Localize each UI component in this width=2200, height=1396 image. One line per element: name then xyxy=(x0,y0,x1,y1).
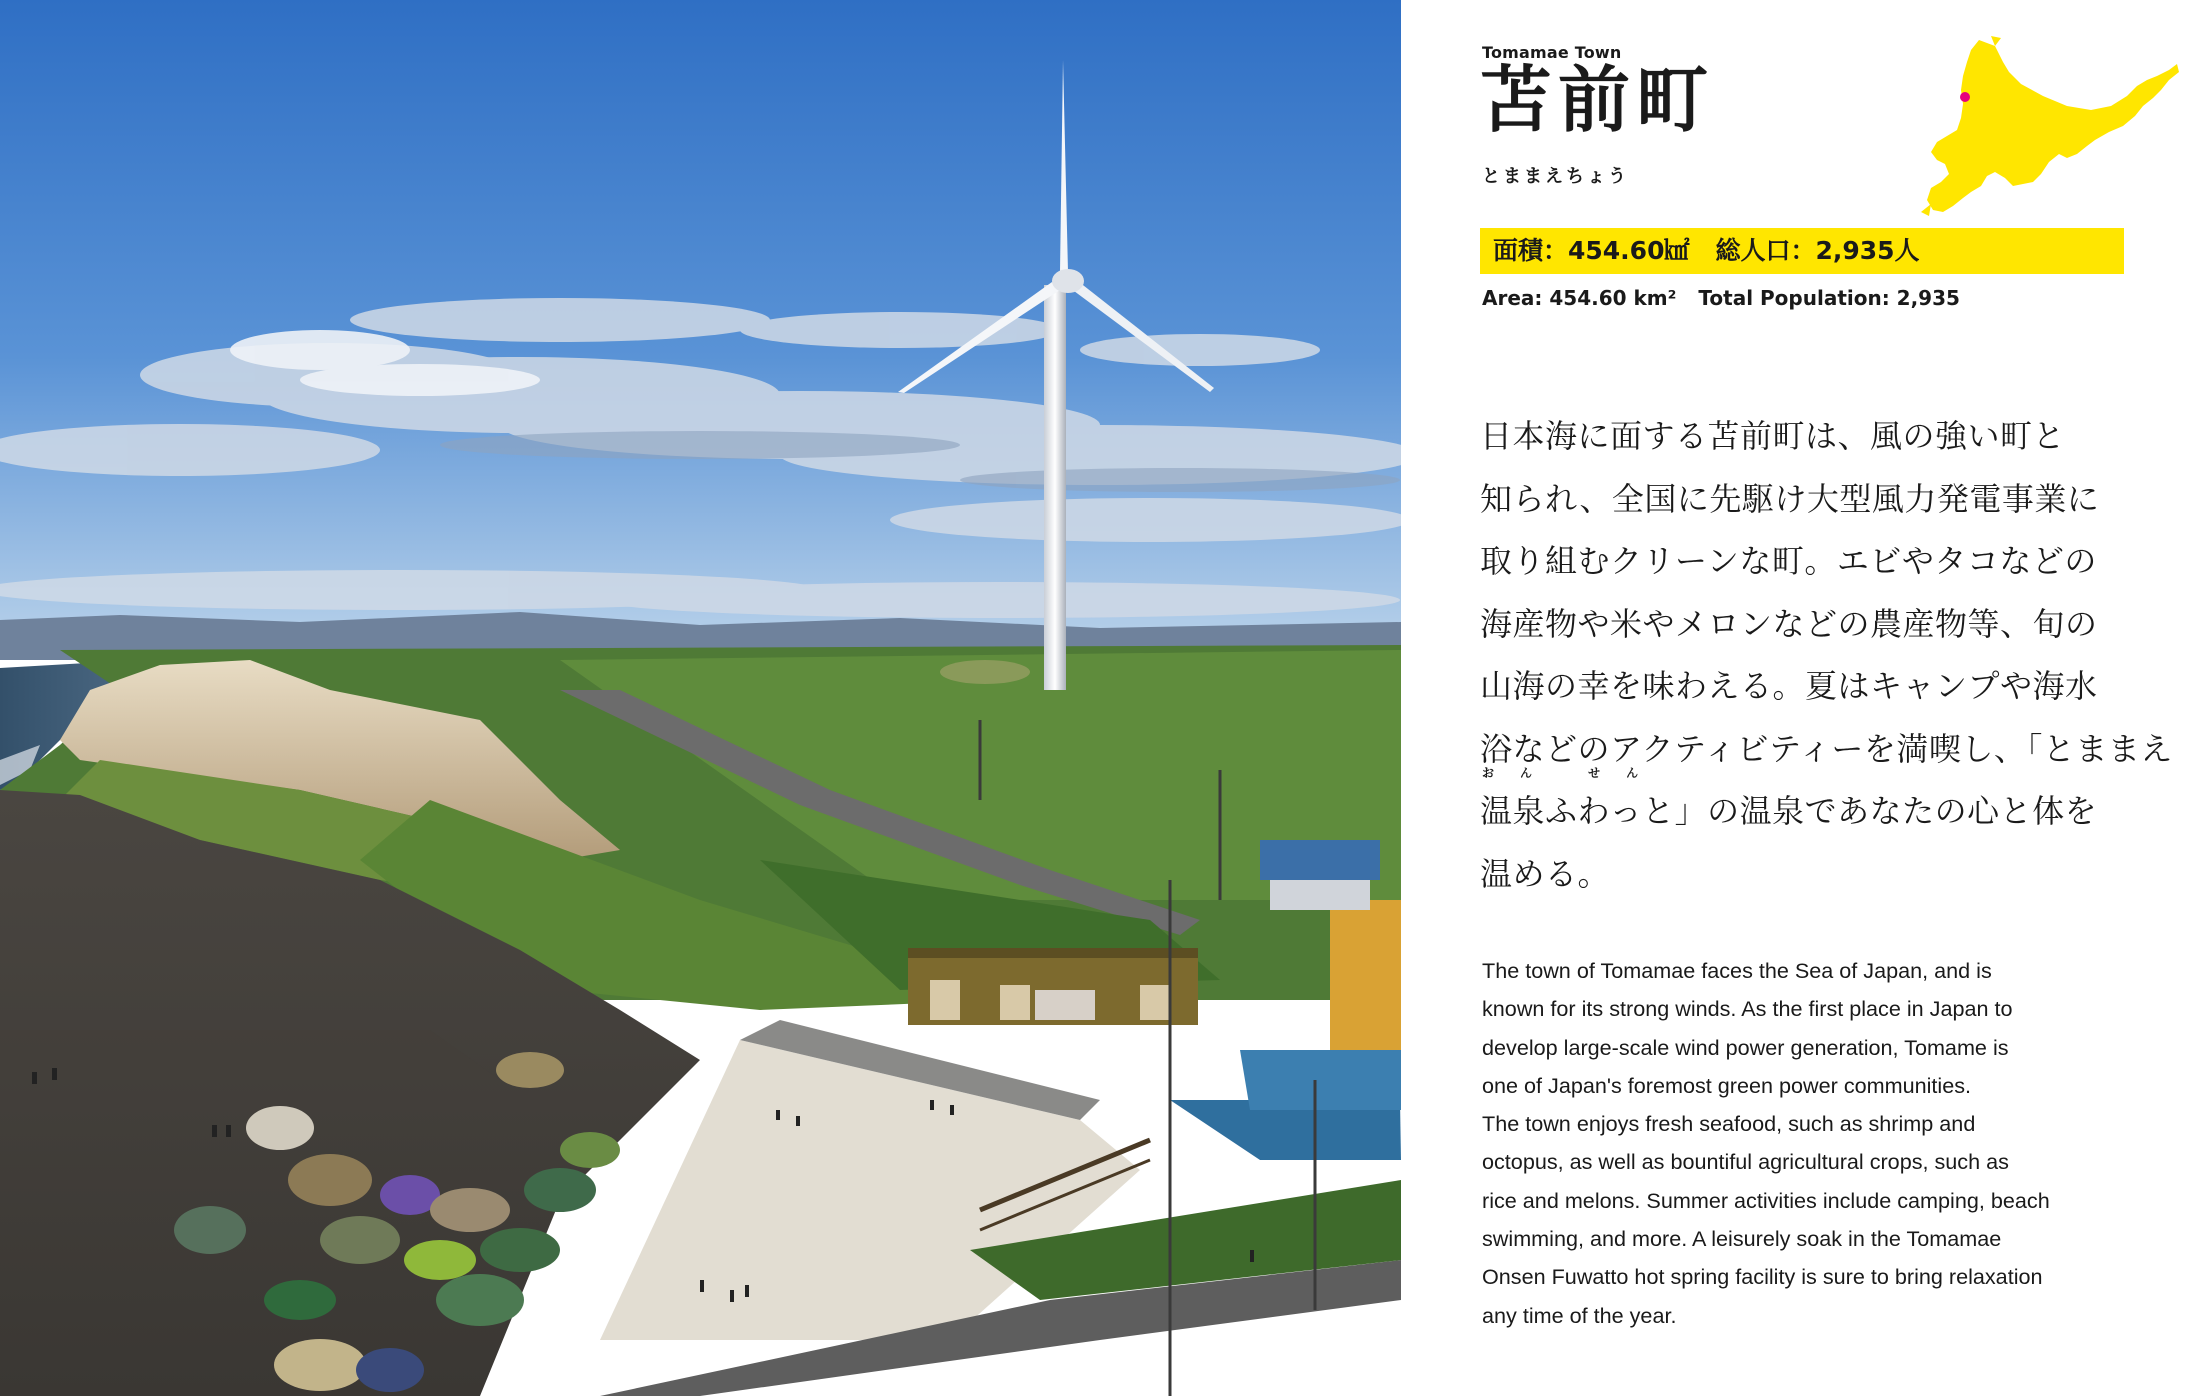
description-en-line: any time of the year. xyxy=(1482,1302,1677,1328)
furigana-onsen: おん せん xyxy=(1482,766,1665,780)
description-japanese xyxy=(1480,405,2173,905)
town-name-japanese: 苫前町 xyxy=(1480,58,1715,142)
description-en-line: Onsen Fuwatto hot spring facility is sure to bring relaxation xyxy=(1482,1264,2043,1290)
description-en-line: rice and melons. Summer activities include camping, beach xyxy=(1482,1187,2050,1213)
area-japanese: 面積：454.60㎢ xyxy=(1493,236,1690,265)
stats-english xyxy=(1482,286,1960,310)
population-english: Total Population: 2,935 xyxy=(1698,286,1960,310)
description-en-line: develop large-scale wind power generation, Tomame is xyxy=(1482,1034,2009,1060)
description-jp-line: 山海の幸を味わえる。夏はキャンプや海水 xyxy=(1480,667,2098,705)
description-jp-line: 浴などのアクティビティーを満喫し、「とままえ xyxy=(1480,729,2173,768)
description-en-line: The town enjoys fresh seafood, such as shrimp and xyxy=(1482,1111,1976,1137)
description-en-line: octopus, as well as bountiful agricultural crops, such as xyxy=(1482,1149,2009,1175)
description-jp-line: 日本海に面する苫前町は、風の強い町と xyxy=(1480,417,2066,455)
tomamae-location-marker xyxy=(1960,92,1970,102)
description-en-line: The town of Tomamae faces the Sea of Japan, and is xyxy=(1482,958,1992,983)
description-jp-line: 海産物や米やメロンなどの農産物等、旬の xyxy=(1480,604,2098,643)
area-english: Area: 454.60 km² xyxy=(1482,286,1677,310)
town-name-english: Tomamae Town xyxy=(1482,43,1622,62)
population-japanese: 総人口：2,935人 xyxy=(1715,236,1920,265)
hokkaido-shape xyxy=(1927,40,2179,212)
description-en-line: swimming, and more. A leisurely soak in the Tomamae xyxy=(1482,1226,2002,1252)
description-en-line: known for its strong winds. As the first place in Japan to xyxy=(1482,996,2013,1022)
description-jp-line: 温泉ふわっと」の温泉であなたの心と体を xyxy=(1480,792,2098,830)
description-jp-line: 温める。 xyxy=(1480,854,1611,893)
town-name-reading: とままえちょう xyxy=(1482,166,1629,187)
description-english xyxy=(1482,952,2142,1335)
description-jp-line: 取り組むクリーンな町。エビやタコなどの xyxy=(1480,542,2097,580)
description-jp-line-with-ruby xyxy=(1480,766,2140,843)
stats-bar-japanese xyxy=(1480,228,2124,274)
description-jp-line: 知られ、全国に先駆け大型風力発電事業に xyxy=(1480,479,2100,518)
hokkaido-map-icon xyxy=(1891,36,2181,216)
town-info-panel xyxy=(1401,0,2200,1396)
description-en-line: one of Japan's foremost green power communities. xyxy=(1482,1072,1972,1098)
